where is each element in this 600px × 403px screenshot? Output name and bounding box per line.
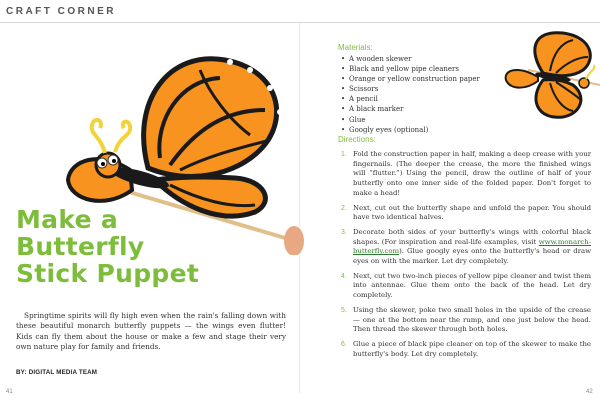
title-line-1: Make a <box>16 205 119 234</box>
hand <box>284 226 304 255</box>
step-text: Decorate both sides of your butterfly's wings with colorful black shapes. (For inspiration and real-life examples, visit <box>353 227 591 246</box>
title-line-2: Butterfly <box>16 232 145 261</box>
butterfly-illustration-small <box>506 33 600 118</box>
title-line-3: Stick Puppet <box>16 259 200 288</box>
step-text: Using the skewer, poke two small holes in the upside of the crease — one at the bottom near the rump, and one just below the head. Then thread the skewer through both holes. <box>353 305 591 334</box>
intro-paragraph <box>16 311 286 353</box>
direction-step <box>341 340 591 359</box>
step-text: ). Glue googly eyes onto the butterfly's head or draw eyes on with the marker. Let dry completely. <box>353 247 591 266</box>
list-item: • Black and yellow pipe cleaners <box>341 65 459 74</box>
list-item: • A black marker <box>341 105 404 114</box>
step-number: 1. <box>341 151 347 158</box>
direction-step <box>341 272 591 301</box>
step-number: 4. <box>341 272 347 280</box>
directions-heading: Directions: <box>338 135 376 144</box>
step-text: Next, cut two two-inch pieces of yellow pipe cleaner and twist them into antennae. Glue them onto the back of the head. Let dry completely. <box>353 271 591 300</box>
direction-step <box>341 150 591 199</box>
bullet-icon: • <box>341 115 346 124</box>
antenna-left <box>92 120 105 153</box>
step-text: Glue a piece of black pipe cleaner on top of the skewer to make the butterfly's body. Let dry completely. <box>353 339 591 358</box>
bullet-icon: • <box>341 75 346 84</box>
bullet-icon: • <box>341 95 346 104</box>
step-number: 3. <box>341 228 347 236</box>
antenna-right <box>115 122 130 152</box>
page-number-right: 42 <box>586 389 593 395</box>
direction-step <box>341 204 591 223</box>
bullet-icon: • <box>341 125 346 134</box>
monarch-link[interactable]: www.monarch-butterfly.com <box>353 237 591 256</box>
bullet-icon: • <box>341 55 346 63</box>
direction-step <box>341 306 591 335</box>
list-item: • A wooden skewer <box>341 55 412 63</box>
page-number-left: 41 <box>6 389 13 395</box>
section-title: CRAFT CORNER <box>6 6 116 17</box>
list-item: • Glue <box>341 115 366 124</box>
bullet-icon: • <box>341 65 346 74</box>
intro-text: Springtime spirits will fly high even when the rain's falling down with these beautiful monarch butterfly puppets — the wings even flutter! Kids can fly them about the house or make a few and stage their very own nature play for family and friends. <box>16 311 286 352</box>
direction-step <box>341 228 591 267</box>
materials-list <box>341 54 480 135</box>
step-number: 5. <box>341 306 347 314</box>
step-text: Fold the construction paper in half, making a deep crease with your fingernails. (The deeper the crease, the more the finished wings will “flutter.”) Using the pencil, draw the outline of half of your butterfly onto one inner side of the folded paper. Don't forget to make a head! <box>353 150 591 197</box>
list-item: • Googly eyes (optional) <box>341 125 429 134</box>
directions-list <box>341 150 591 364</box>
article-title <box>16 205 200 288</box>
list-item: • A pencil <box>341 95 378 104</box>
step-number: 2. <box>341 204 347 212</box>
bullet-icon: • <box>341 105 346 114</box>
list-item: • Orange or yellow construction paper <box>341 75 480 84</box>
materials-heading: Materials: <box>338 43 373 52</box>
step-number: 6. <box>341 340 347 348</box>
byline: BY: DIGITAL MEDIA TEAM <box>16 369 98 376</box>
step-text: Next, cut out the butterfly shape and unfold the paper. You should have two identical halves. <box>353 203 591 222</box>
list-item: • Scissors <box>341 85 379 94</box>
bullet-icon: • <box>341 85 346 94</box>
butterfly-puppet-photo-small <box>488 25 600 125</box>
